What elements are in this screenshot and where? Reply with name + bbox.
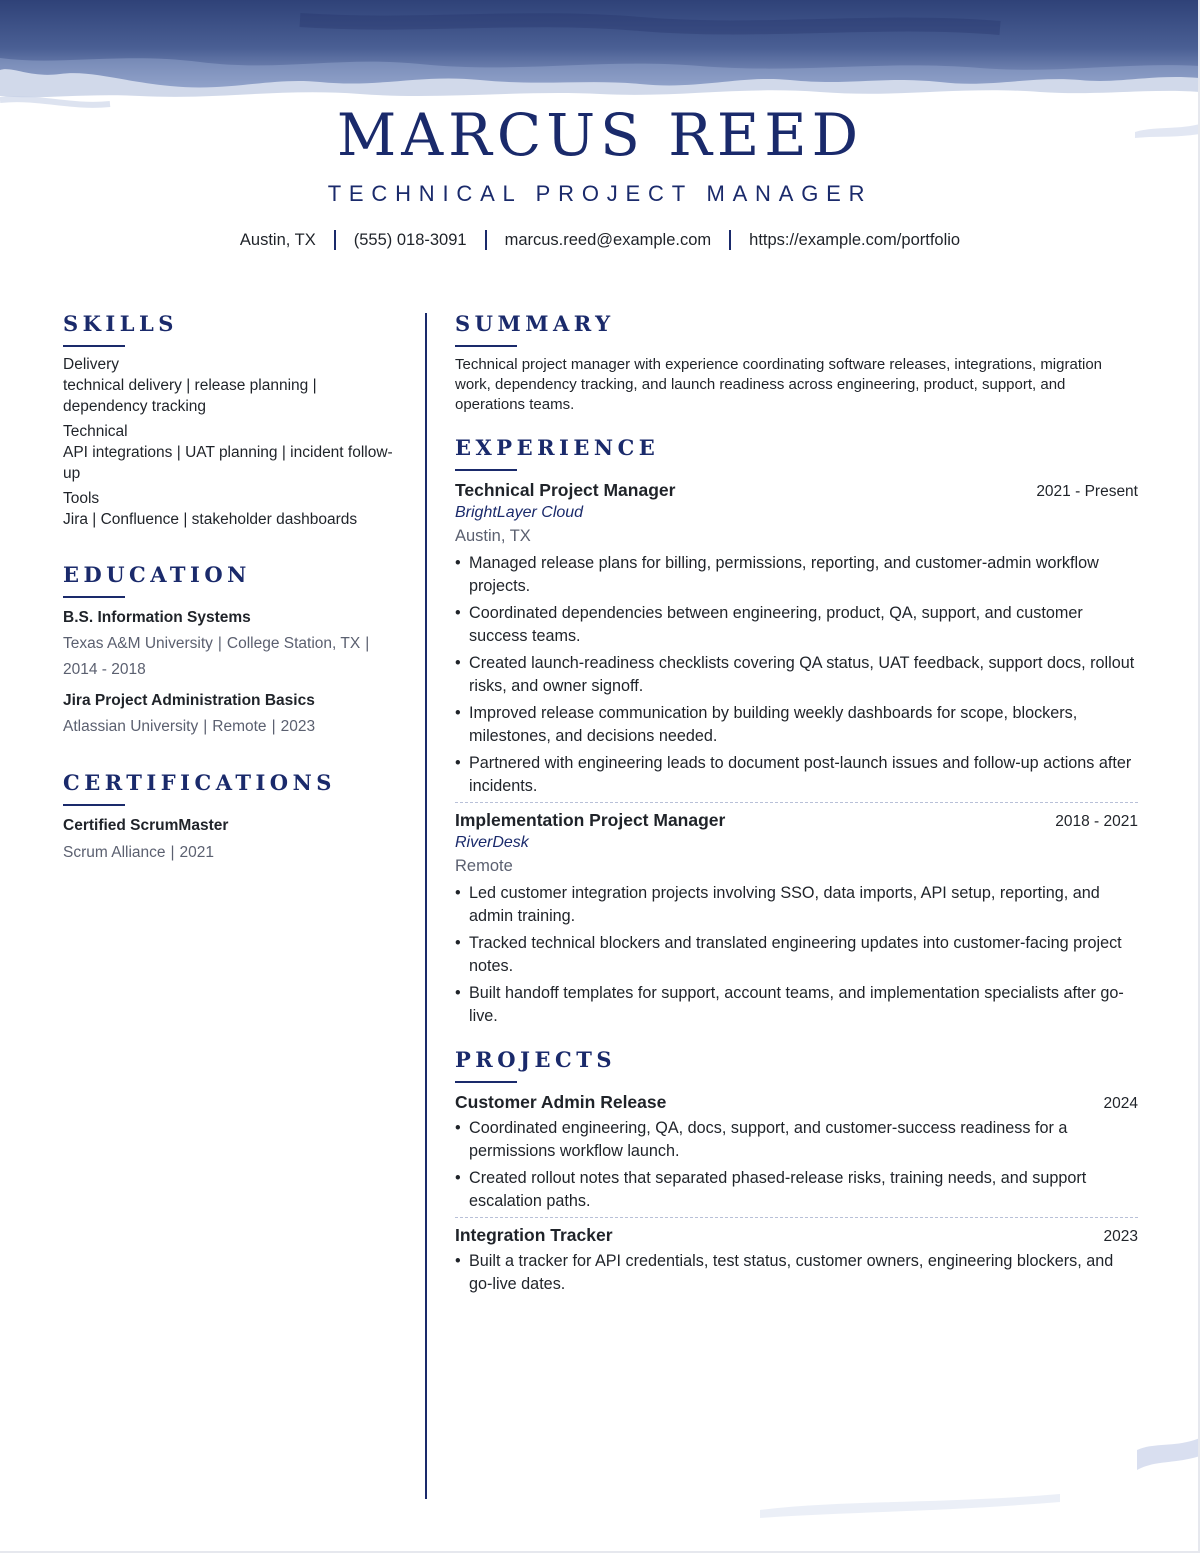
contact-phone[interactable]: (555) 018-3091 — [353, 230, 467, 249]
education-dates: 2023 — [280, 718, 316, 735]
job-title: Technical Project Manager — [455, 480, 676, 500]
project-year: 2024 — [1103, 1095, 1138, 1112]
education-entry — [63, 691, 393, 740]
project-title: Integration Tracker — [455, 1225, 613, 1245]
project-entry — [455, 1224, 1138, 1295]
education-degree: B.S. Information Systems — [63, 609, 251, 626]
certification-year: 2021 — [179, 844, 215, 861]
job-title: Implementation Project Manager — [455, 810, 726, 830]
education-section — [63, 562, 393, 740]
contact-email[interactable]: marcus.reed@example.com — [504, 230, 712, 249]
projects-heading-rule — [455, 1081, 517, 1083]
skills-heading-rule — [63, 345, 125, 347]
summary-heading: SUMMARY — [455, 311, 615, 336]
skill-category: Technical — [63, 423, 128, 440]
skills-section — [63, 311, 393, 530]
candidate-name: MARCUS REED — [336, 101, 864, 169]
education-meta: Atlassian University | Remote | 2023 — [63, 718, 316, 735]
certifications-heading: CERTIFICATIONS — [63, 770, 336, 795]
education-heading: EDUCATION — [63, 562, 251, 587]
contact-line — [0, 230, 1200, 250]
bullet-item: • Managed release plans for billing, permissions, reporting, and customer-admin workflow projects. — [455, 552, 1138, 597]
certification-name: Certified ScrumMaster — [63, 817, 229, 834]
bullet-item: • Created rollout notes that separated phased-release risks, training needs, and support escalation paths. — [455, 1167, 1138, 1212]
skills-heading: SKILLS — [63, 311, 178, 336]
summary-text: Technical project manager with experience coordinating software releases, integrations, migration work, dependency tracking, and launch readiness across engineering, product, support, and operations teams. — [455, 356, 1103, 413]
education-meta: Texas A&M University | College Station, TX | 2014 - 2018 — [63, 635, 370, 678]
education-course: Jira Project Administration Basics — [63, 692, 315, 709]
certification-issuer: Scrum Alliance — [63, 844, 166, 861]
job-location: Austin, TX — [455, 527, 531, 545]
project-entry — [455, 1091, 1138, 1212]
contact-separator — [485, 230, 487, 250]
job-bullets — [455, 882, 1138, 1027]
job-dates: 2018 - 2021 — [1055, 813, 1138, 830]
certifications-section — [63, 770, 393, 866]
bullet-item: • Built a tracker for API credentials, test status, customer owners, engineering blockers, and go-live dates. — [455, 1250, 1138, 1295]
education-dates: 2014 - 2018 — [63, 661, 146, 678]
education-heading-rule — [63, 596, 125, 598]
education-location: College Station, TX — [226, 635, 361, 652]
skill-group — [63, 355, 393, 417]
candidate-title: TECHNICAL PROJECT MANAGER — [327, 181, 873, 206]
skill-items: API integrations | UAT planning | incident follow-up — [63, 444, 393, 482]
job-location: Remote — [455, 857, 513, 875]
bullet-item: • Created launch-readiness checklists covering QA status, UAT feedback, support docs, rollout risks, and owner signoff. — [455, 652, 1138, 697]
projects-heading: PROJECTS — [455, 1047, 616, 1072]
contact-location: Austin, TX — [239, 230, 316, 249]
brush-mark-right-bottom — [1135, 1430, 1200, 1480]
summary-section — [455, 311, 1138, 415]
bullet-item: • Coordinated engineering, QA, docs, support, and customer-success readiness for a permissions workflow launch. — [455, 1117, 1138, 1162]
job-company: RiverDesk — [455, 834, 529, 851]
contact-separator — [729, 230, 731, 250]
projects-section — [455, 1047, 1138, 1295]
entry-separator — [455, 802, 1138, 803]
skill-items: technical delivery | release planning | dependency tracking — [63, 377, 317, 415]
certification-entry — [63, 816, 393, 866]
left-column — [63, 311, 393, 866]
contact-website[interactable]: https://example.com/portfolio — [749, 230, 961, 249]
experience-heading-rule — [455, 469, 517, 471]
certifications-heading-rule — [63, 804, 125, 806]
bullet-item: • Improved release communication by building weekly dashboards for scope, blockers, milestones, and decisions needed. — [455, 702, 1138, 747]
experience-section — [455, 435, 1138, 1027]
education-school: Atlassian University — [63, 718, 199, 735]
education-entry — [63, 608, 393, 683]
skill-category: Tools — [63, 490, 100, 507]
entry-separator — [455, 1217, 1138, 1218]
bullet-item: • Tracked technical blockers and translated engineering updates into customer-facing project notes. — [455, 932, 1138, 977]
resume-header — [0, 100, 1200, 250]
brush-mark-bottom — [760, 1490, 1060, 1520]
education-school: Texas A&M University — [63, 635, 213, 652]
job-dates: 2021 - Present — [1036, 483, 1138, 500]
column-divider — [425, 313, 427, 1499]
certification-meta: Scrum Alliance | 2021 — [63, 844, 215, 861]
contact-separator — [334, 230, 336, 250]
project-year: 2023 — [1103, 1228, 1138, 1245]
project-title: Customer Admin Release — [455, 1092, 667, 1112]
experience-heading: EXPERIENCE — [455, 435, 660, 460]
skill-items: Jira | Confluence | stakeholder dashboards — [63, 511, 358, 528]
summary-heading-rule — [455, 345, 517, 347]
project-bullets — [455, 1250, 1138, 1295]
job-entry — [455, 479, 1138, 797]
bullet-item: • Coordinated dependencies between engineering, product, QA, support, and customer success teams. — [455, 602, 1138, 647]
bullet-item: • Partnered with engineering leads to document post-launch issues and follow-up actions after incidents. — [455, 752, 1138, 797]
bullet-item: • Led customer integration projects involving SSO, data imports, API setup, reporting, and admin training. — [455, 882, 1138, 927]
education-location: Remote — [212, 718, 267, 735]
right-column — [455, 311, 1138, 1300]
job-entry — [455, 809, 1138, 1027]
bullet-item: • Built handoff templates for support, account teams, and implementation specialists after go-live. — [455, 982, 1138, 1027]
project-bullets — [455, 1117, 1138, 1212]
skill-group — [63, 422, 393, 484]
job-bullets — [455, 552, 1138, 797]
skill-group — [63, 489, 393, 530]
job-company: BrightLayer Cloud — [455, 504, 584, 521]
skill-category: Delivery — [63, 356, 119, 373]
